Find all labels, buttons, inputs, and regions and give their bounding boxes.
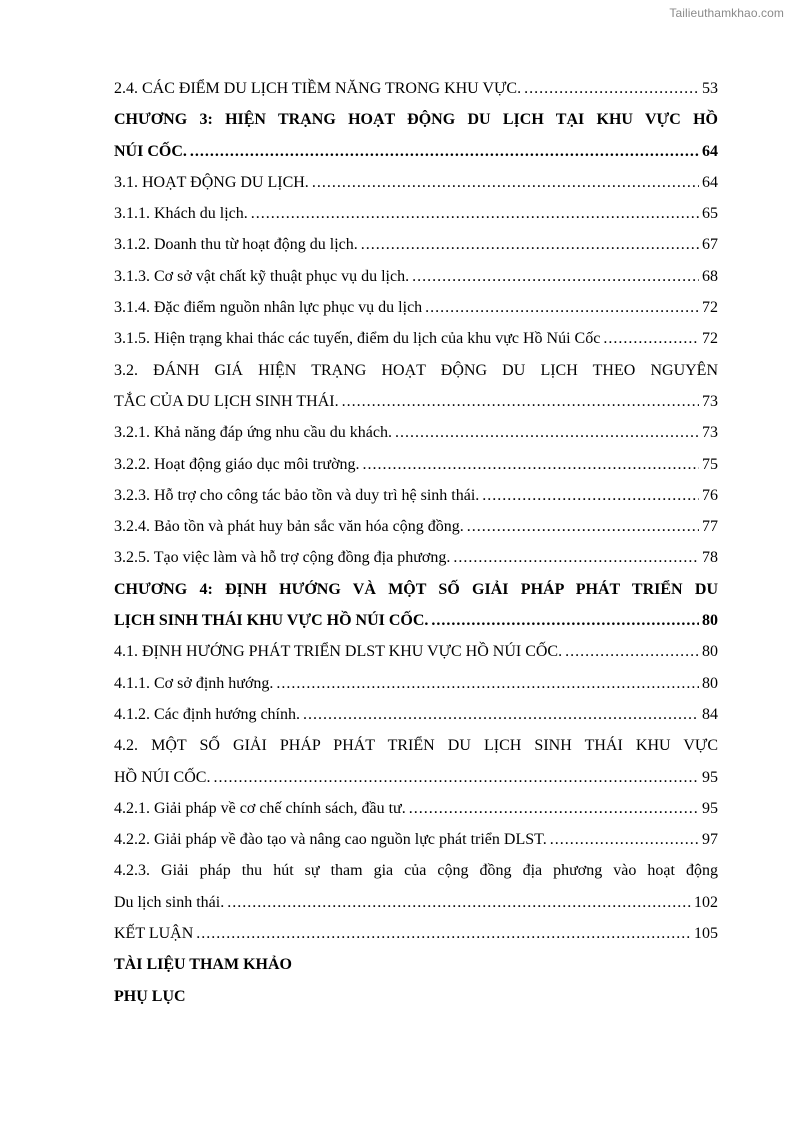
toc-entry-title: 3.1.1. Khách du lịch. bbox=[114, 205, 248, 223]
toc-entry bbox=[114, 981, 718, 1012]
toc-entry bbox=[114, 605, 718, 636]
toc-entry bbox=[114, 292, 718, 323]
toc-entry-title: PHỤ LỤC bbox=[114, 987, 186, 1005]
toc-entry-page: 76 bbox=[702, 486, 718, 504]
toc-entry bbox=[114, 73, 718, 104]
toc-entry-page: 73 bbox=[702, 392, 718, 410]
toc-entry-title: TÀI LIỆU THAM KHẢO bbox=[114, 956, 292, 974]
toc-entry-page: 97 bbox=[702, 831, 718, 849]
dot-leader bbox=[363, 449, 699, 480]
toc-entry-title: 4.2.1. Giải pháp về cơ chế chính sách, đầu tư. bbox=[114, 799, 406, 817]
toc-entry bbox=[114, 480, 718, 511]
dot-leader bbox=[213, 762, 699, 793]
toc-entry bbox=[114, 824, 718, 855]
toc-entry-title: 2.4. CÁC ĐIỂM DU LỊCH TIỀM NĂNG TRONG KHU VỰC. bbox=[114, 80, 522, 97]
toc-entry bbox=[114, 699, 718, 730]
toc-entry bbox=[114, 136, 718, 167]
toc-entry bbox=[114, 386, 718, 417]
toc-entry-page: 67 bbox=[702, 236, 718, 254]
dot-leader bbox=[361, 229, 699, 260]
toc-entry-page: 80 bbox=[702, 674, 718, 692]
toc-entry bbox=[114, 793, 718, 824]
toc-entry bbox=[114, 104, 718, 135]
dot-leader bbox=[196, 918, 691, 949]
toc-entry-title: 3.1. HOẠT ĐỘNG DU LỊCH. bbox=[114, 173, 309, 191]
toc-entry-title: 4.2.2. Giải pháp về đào tạo và nâng cao nguồn lực phát triển DLST. bbox=[114, 831, 547, 849]
toc-entry bbox=[114, 762, 718, 793]
dot-leader bbox=[565, 636, 699, 667]
toc-entry-page: 72 bbox=[702, 299, 718, 317]
toc-entry bbox=[114, 574, 718, 605]
toc-entry bbox=[114, 855, 718, 886]
dot-leader bbox=[453, 542, 699, 573]
toc-entry-title: 4.2.3. Giải pháp thu hút sự tham gia của cộng đồng địa phương vào hoạt động bbox=[114, 862, 718, 880]
table-of-contents bbox=[114, 73, 718, 1012]
toc-entry bbox=[114, 668, 718, 699]
dot-leader bbox=[190, 136, 699, 167]
dot-leader bbox=[603, 323, 699, 354]
toc-entry-title: 3.1.2. Doanh thu từ hoạt động du lịch. bbox=[114, 236, 358, 254]
toc-entry-page: 53 bbox=[702, 80, 718, 97]
watermark-text: Tailieuthamkhao.com bbox=[669, 6, 784, 20]
toc-entry-page: 64 bbox=[702, 142, 718, 160]
toc-entry-title: 3.2.2. Hoạt động giáo dục môi trường. bbox=[114, 455, 360, 473]
toc-entry bbox=[114, 229, 718, 260]
toc-entry bbox=[114, 511, 718, 542]
toc-entry-title: LỊCH SINH THÁI KHU VỰC HỒ NÚI CỐC. bbox=[114, 612, 429, 630]
toc-entry bbox=[114, 542, 718, 573]
toc-entry bbox=[114, 417, 718, 448]
toc-entry bbox=[114, 198, 718, 229]
toc-entry-title: 3.2.4. Bảo tồn và phát huy bản sắc văn hóa cộng đồng. bbox=[114, 518, 464, 536]
toc-entry bbox=[114, 355, 718, 386]
toc-entry bbox=[114, 449, 718, 480]
toc-entry-page: 102 bbox=[694, 893, 718, 911]
toc-entry bbox=[114, 949, 718, 980]
toc-entry-page: 95 bbox=[702, 799, 718, 817]
toc-entry bbox=[114, 636, 718, 667]
toc-entry-page: 80 bbox=[702, 612, 718, 630]
dot-leader bbox=[431, 605, 699, 636]
toc-entry-page: 65 bbox=[702, 205, 718, 223]
dot-leader bbox=[342, 386, 699, 417]
dot-leader bbox=[412, 261, 699, 292]
toc-entry-title: 3.2.1. Khả năng đáp ứng nhu cầu du khách. bbox=[114, 424, 392, 442]
toc-entry-title: TẮC CỦA DU LỊCH SINH THÁI. bbox=[114, 392, 339, 410]
toc-entry-title: 3.1.3. Cơ sở vật chất kỹ thuật phục vụ du lịch. bbox=[114, 267, 410, 285]
toc-entry bbox=[114, 167, 718, 198]
toc-entry-page: 77 bbox=[702, 518, 718, 536]
dot-leader bbox=[227, 887, 691, 918]
toc-entry-title: 3.1.4. Đặc điểm nguồn nhân lực phục vụ du lịch bbox=[114, 299, 423, 317]
dot-leader bbox=[550, 824, 699, 855]
toc-entry-page: 80 bbox=[702, 643, 718, 661]
toc-entry-page: 95 bbox=[702, 768, 718, 786]
toc-entry-title: KẾT LUẬN bbox=[114, 925, 194, 943]
toc-entry-title: 3.2.5. Tạo việc làm và hỗ trợ cộng đồng địa phương. bbox=[114, 549, 451, 567]
toc-entry bbox=[114, 730, 718, 761]
dot-leader bbox=[482, 480, 699, 511]
toc-entry-title: 4.2. MỘT SỐ GIẢI PHÁP PHÁT TRIỂN DU LỊCH SINH THÁI KHU VỰC bbox=[114, 737, 718, 755]
toc-entry-title: Du lịch sinh thái. bbox=[114, 893, 225, 911]
dot-leader bbox=[276, 668, 699, 699]
dot-leader bbox=[409, 793, 699, 824]
toc-entry-page: 84 bbox=[702, 705, 718, 723]
toc-entry-title: 3.2.3. Hỗ trợ cho công tác bảo tồn và duy trì hệ sinh thái. bbox=[114, 486, 480, 504]
toc-entry-page: 78 bbox=[702, 549, 718, 567]
dot-leader bbox=[303, 699, 699, 730]
dot-leader bbox=[312, 167, 699, 198]
toc-entry-title: NÚI CỐC. bbox=[114, 142, 187, 160]
dot-leader bbox=[467, 511, 699, 542]
toc-entry-page: 72 bbox=[702, 330, 718, 348]
toc-entry-title: 4.1.2. Các định hướng chính. bbox=[114, 705, 300, 723]
toc-entry-page: 75 bbox=[702, 455, 718, 473]
toc-entry bbox=[114, 261, 718, 292]
toc-entry-page: 64 bbox=[702, 173, 718, 191]
toc-entry-title: CHƯƠNG 4: ĐỊNH HƯỚNG VÀ MỘT SỐ GIẢI PHÁP PHÁT TRIỂN DU bbox=[114, 580, 718, 598]
dot-leader bbox=[425, 292, 699, 323]
toc-entry-page: 73 bbox=[702, 424, 718, 442]
dot-leader bbox=[395, 417, 699, 448]
toc-entry-title: 4.1. ĐỊNH HƯỚNG PHÁT TRIỂN DLST KHU VỰC HỒ NÚI CỐC. bbox=[114, 643, 563, 661]
toc-entry-title: 4.1.1. Cơ sở định hướng. bbox=[114, 674, 274, 692]
toc-entry bbox=[114, 887, 718, 918]
toc-entry-page: 105 bbox=[694, 925, 718, 943]
toc-entry-title: HỒ NÚI CỐC. bbox=[114, 768, 211, 786]
dot-leader bbox=[524, 73, 699, 104]
toc-entry-page: 68 bbox=[702, 267, 718, 285]
dot-leader bbox=[251, 198, 699, 229]
toc-entry-title: 3.2. ĐÁNH GIÁ HIỆN TRẠNG HOẠT ĐỘNG DU LỊCH THEO NGUYÊN bbox=[114, 361, 718, 379]
toc-entry-title: 3.1.5. Hiện trạng khai thác các tuyến, điểm du lịch của khu vực Hồ Núi Cốc bbox=[114, 330, 601, 348]
toc-entry bbox=[114, 323, 718, 354]
toc-entry bbox=[114, 918, 718, 949]
toc-entry-title: CHƯƠNG 3: HIỆN TRẠNG HOẠT ĐỘNG DU LỊCH TẠI KHU VỰC HỒ bbox=[114, 111, 718, 129]
